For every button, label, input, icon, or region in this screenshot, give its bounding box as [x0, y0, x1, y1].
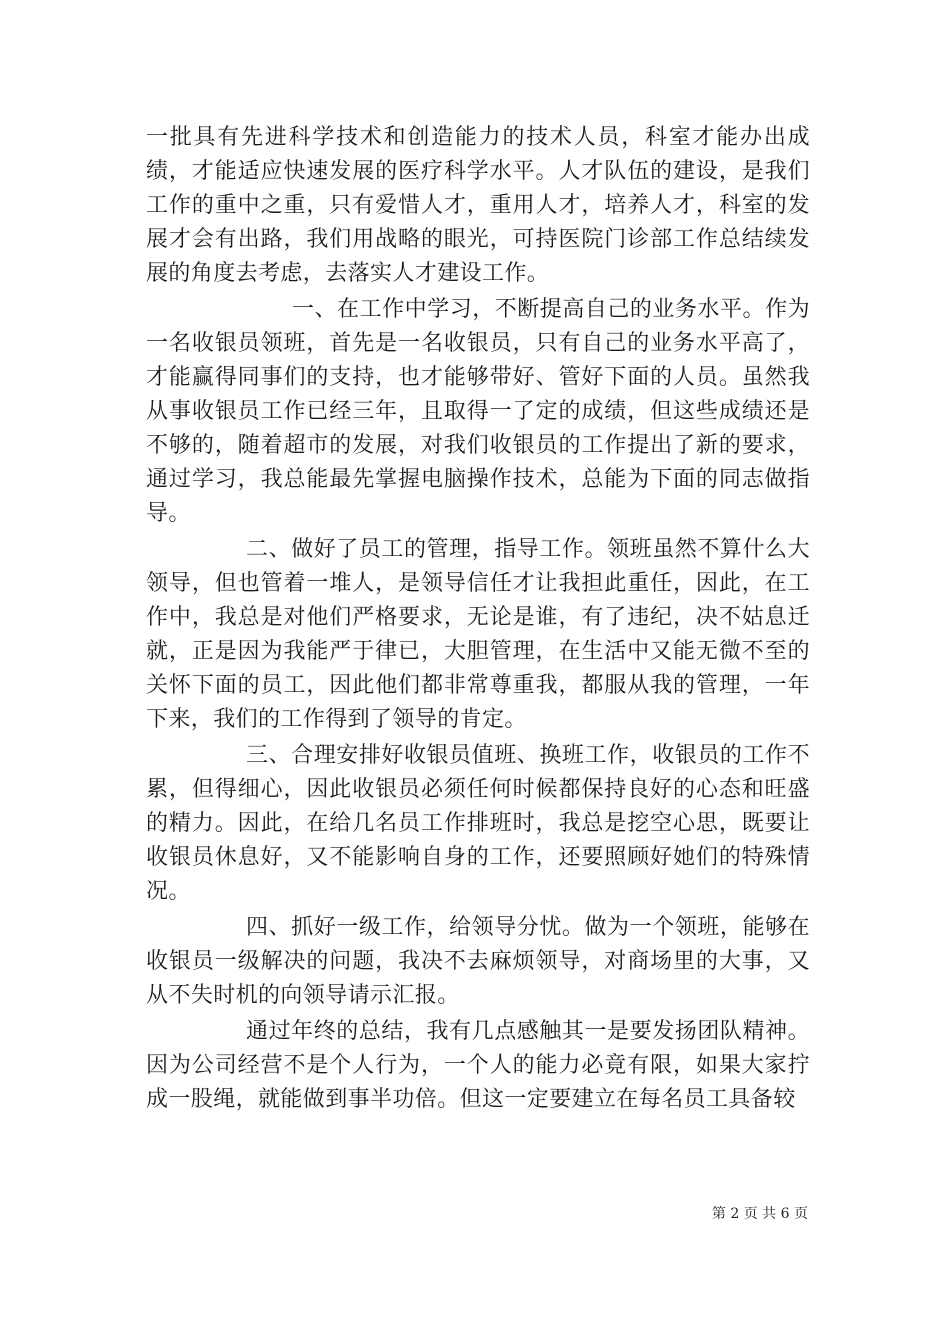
- paragraph-point-two: 二、做好了员工的管理，指导工作。领班虽然不算什么大领导，但也管着一堆人，是领导信任才让我担此重任，因此，在工作中，我总是对他们严格要求，无论是谁，有了违纪，决不姑息迁就，正是因为我能严于律已，大胆管理，在生活中又能无微不至的关怀下面的员工，因此他们都非常尊重我，都服从我的管理，一年下来，我们的工作得到了领导的肯定。: [146, 537, 810, 732]
- paragraph-summary: 通过年终的总结，我有几点感触其一是要发扬团队精神。因为公司经营不是个人行为，一个人的能力必竟有限，如果大家拧成一股绳，就能做到事半功倍。但这一定要建立在每名员工具备较: [146, 1019, 810, 1112]
- paragraph-point-one: 一、在工作中学习，不断提高自己的业务水平。作为一名收银员领班，首先是一名收银员，只有自己的业务水平高了，才能赢得同事们的支持，也才能够带好、管好下面的人员。虽然我从事收银员工作已经三年，且取得一了定的成绩，但这些成绩还是不够的，随着超市的发展，对我们收银员的工作提出了新的要求，通过学习，我总能最先掌握电脑操作技术，总能为下面的同志做指导。: [146, 297, 810, 526]
- paragraph-talent-team: 一批具有先进科学技术和创造能力的技术人员，科室才能办出成绩，才能适应快速发展的医疗科学水平。人才队伍的建设，是我们工作的重中之重，只有爱惜人才，重用人才，培养人才，科室的发展才会有出路，我们用战略的眼光，可持医院门诊部工作总结续发展的角度去考虑，去落实人才建设工作。: [146, 125, 810, 286]
- body-text: [146, 121, 810, 1117]
- paragraph-point-three: 三、合理安排好收银员值班、换班工作，收银员的工作不累，但得细心，因此收银员必须任何时候都保持良好的心态和旺盛的精力。因此，在给几名员工作排班时，我总是挖空心思，既要让收银员休息好，又不能影响自身的工作，还要照顾好她们的特殊情况。: [146, 743, 810, 904]
- paragraph-point-four: 四、抓好一级工作，给领导分忧。做为一个领班，能够在收银员一级解决的问题，我决不去麻烦领导，对商场里的大事，又从不失时机的向领导请示汇报。: [146, 915, 810, 1008]
- page-number-footer: 第 2 页 共 6 页: [711, 1206, 808, 1222]
